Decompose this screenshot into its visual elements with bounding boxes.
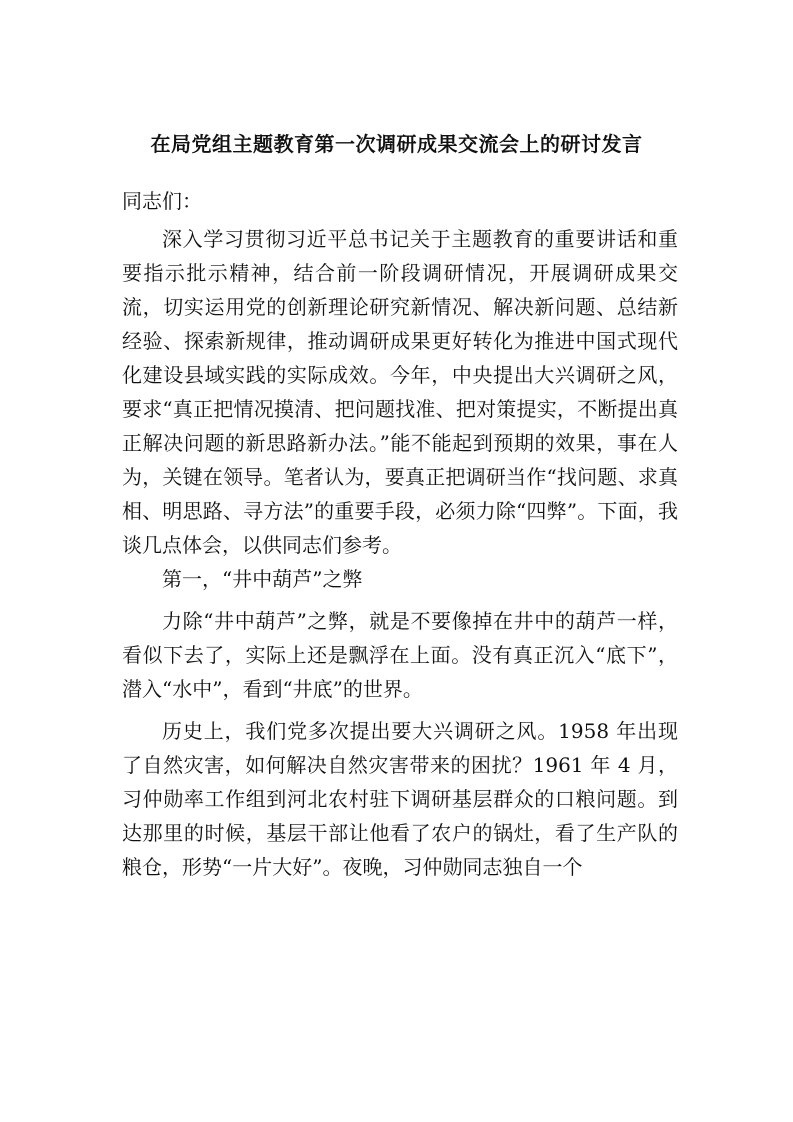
section-heading-1: 第一，“井中葫芦”之弊	[162, 567, 363, 591]
document-title: 在局党组主题教育第一次调研成果交流会上的研讨发言	[150, 132, 643, 156]
paragraph-history: 历史上，我们党多次提出要大兴调研之风。1958 年出现了自然灾害，如何解决自然灾害带来的困扰？1961 年 4 月，习仲勋率工作组到河北农村驻下调研基层群众的口粮问题。到达那里的时候，基层干部让他看了农户的锅灶，看了生产队的粮仓，形势“一片大好”。夜晚，习仲勋同志独自一个	[122, 719, 678, 879]
document-body	[122, 184, 678, 884]
paragraph-section-1: 力除“井中葫芦”之弊，就是不要像掉在井中的葫芦一样，看似下去了，实际上还是飘浮在上面。没有真正沉入“底下”，潜入“水中”，看到“井底”的世界。	[122, 609, 678, 701]
salutation: 同志们：	[122, 189, 202, 213]
paragraph-intro: 深入学习贯彻习近平总书记关于主题教育的重要讲话和重要指示批示精神，结合前一阶段调研情况，开展调研成果交流，切实运用党的创新理论研究新情况、解决新问题、总结新经验、探索新规律，推动调研成果更好转化为推进中国式现代化建设县域实践的实际成效。今年，中央提出大兴调研之风，要求“真正把情况摸清、把问题找准、把对策提实，不断提出真正解决问题的新思路新办法。”能不能起到预期的效果，事在人为，关键在领导。笔者认为，要真正把调研当作“找问题、求真相、明思路、寻方法”的重要手段，必须力除“四弊”。下面，我谈几点体会，以供同志们参考。	[122, 227, 678, 557]
